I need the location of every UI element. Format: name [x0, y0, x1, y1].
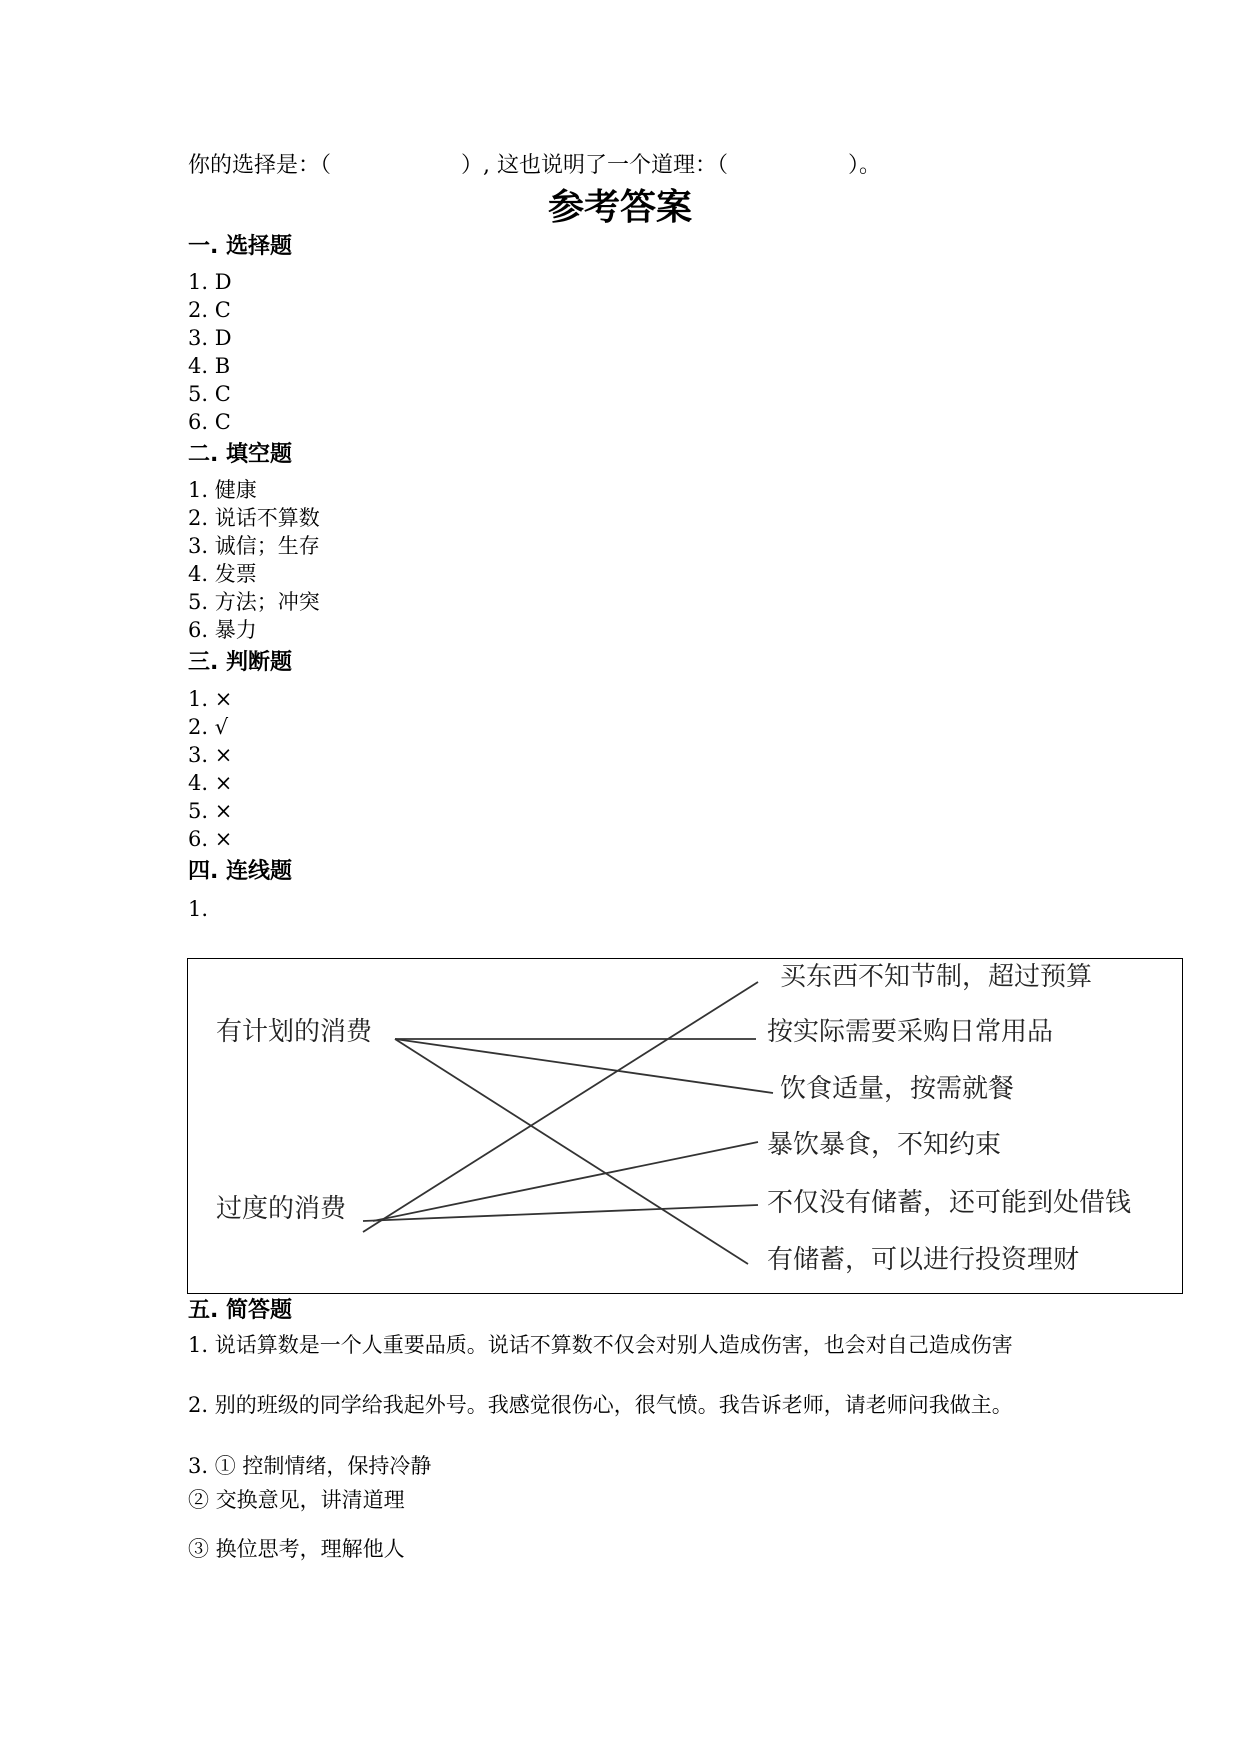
choice-answer: 4. B — [188, 354, 231, 378]
right-item-5: 不仅没有储蓄，还可能到处借钱 — [767, 1188, 1132, 1218]
left-item-planned: 有计划的消费 — [216, 1017, 373, 1047]
section-heading-short-answer: 五. 简答题 — [188, 1298, 293, 1323]
right-item-6: 有储蓄，可以进行投资理财 — [767, 1245, 1080, 1275]
fill-answer: 6. 暴力 — [188, 618, 257, 642]
match-line — [373, 1142, 758, 1221]
judge-answer: 6. × — [188, 827, 233, 851]
short-answer-2: 2. 别的班级的同学给我起外号。我感觉很伤心，很气愤。我告诉老师，请老师问我做主。 — [188, 1393, 1013, 1417]
question-middle: ）, 这也说明了一个道理：（ — [461, 153, 729, 178]
fill-answer: 4. 发票 — [188, 562, 257, 586]
fill-answer: 3. 诚信；生存 — [188, 534, 320, 558]
right-item-1: 买东西不知节制，超过预算 — [780, 962, 1093, 992]
question-suffix: ）。 — [848, 153, 882, 178]
choice-answer: 6. C — [188, 410, 231, 434]
section-heading-matching: 四. 连线题 — [188, 859, 293, 884]
judge-answer: 1. × — [188, 687, 233, 711]
right-item-3: 饮食适量，按需就餐 — [780, 1074, 1015, 1104]
fill-answer: 5. 方法；冲突 — [188, 590, 320, 614]
matching-item-number: 1. — [188, 897, 209, 921]
judge-answer: 2. √ — [188, 715, 229, 739]
choice-answer: 1. D — [188, 270, 232, 294]
left-item-excessive: 过度的消费 — [216, 1194, 347, 1224]
matching-diagram — [187, 958, 1183, 1294]
section-heading-fill: 二. 填空题 — [188, 442, 293, 467]
short-answer-3-part-2: ② 交换意见，讲清道理 — [188, 1488, 405, 1512]
judge-answer: 3. × — [188, 743, 233, 767]
match-line — [395, 1039, 748, 1264]
matching-lines-svg — [188, 959, 1184, 1295]
right-item-2: 按实际需要采购日常用品 — [767, 1017, 1054, 1047]
short-answer-3-part-1: 3. ① 控制情绪，保持冷静 — [188, 1454, 432, 1478]
fill-answer: 1. 健康 — [188, 478, 257, 502]
judge-answer: 5. × — [188, 799, 233, 823]
fill-answer: 2. 说话不算数 — [188, 506, 320, 530]
choice-answer: 5. C — [188, 382, 231, 406]
match-line — [363, 982, 758, 1232]
question-line — [188, 152, 881, 180]
choice-answer: 3. D — [188, 326, 232, 350]
page-title: 参考答案 — [547, 187, 692, 228]
short-answer-3-part-3: ③ 换位思考，理解他人 — [188, 1537, 405, 1561]
question-prefix: 你的选择是：（ — [188, 153, 332, 178]
short-answer-1: 1. 说话算数是一个人重要品质。说话不算数不仅会对别人造成伤害，也会对自己造成伤害 — [188, 1333, 1013, 1357]
choice-answer: 2. C — [188, 298, 231, 322]
judge-answer: 4. × — [188, 771, 233, 795]
section-heading-choice: 一. 选择题 — [188, 234, 293, 259]
right-item-4: 暴饮暴食，不知约束 — [767, 1130, 1002, 1160]
match-line — [363, 1205, 758, 1221]
section-heading-judge: 三. 判断题 — [188, 650, 293, 675]
match-line — [395, 1039, 773, 1093]
